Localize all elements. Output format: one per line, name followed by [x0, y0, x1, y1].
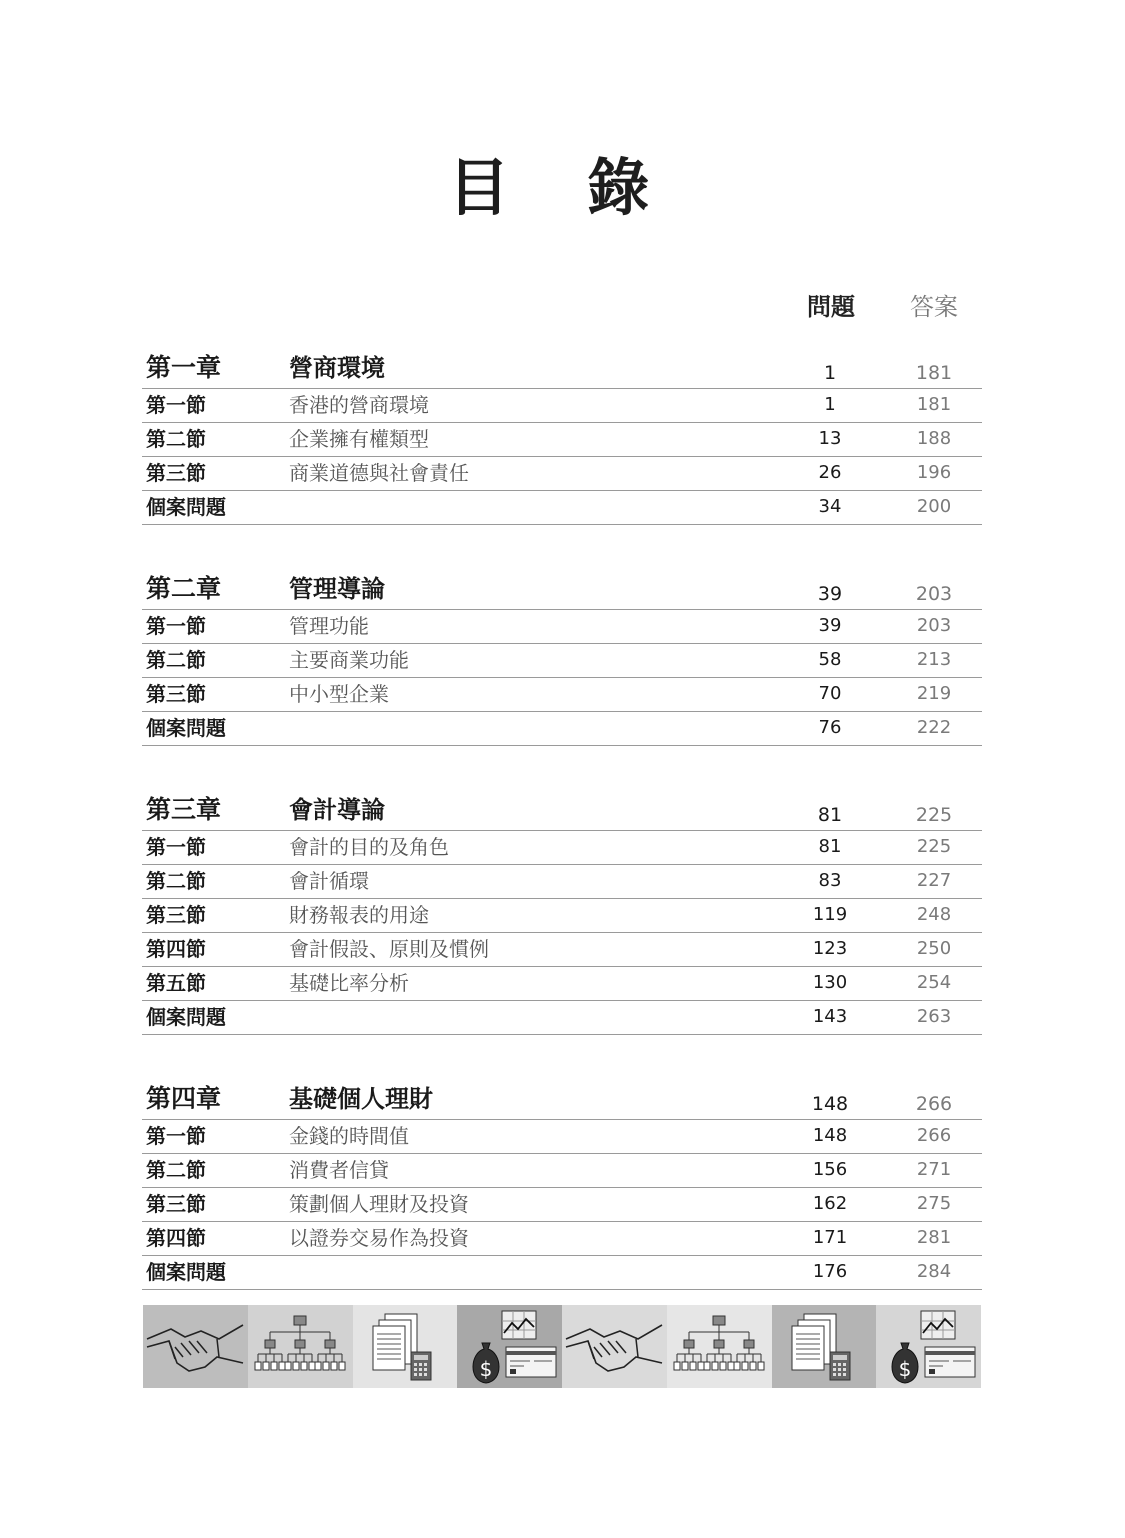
- money-bag-chart-icon: [460, 1309, 560, 1385]
- chapter-label: 第四章: [146, 1084, 222, 1113]
- answer-page: 196: [916, 462, 952, 483]
- chapter-2: [142, 567, 982, 746]
- section-label: 第二節: [146, 869, 206, 893]
- question-page: 130: [812, 972, 848, 993]
- banner-tile: [353, 1305, 458, 1388]
- section-row[interactable]: [142, 678, 982, 712]
- answer-page: 203: [916, 615, 952, 636]
- section-title: 基礎比率分析: [289, 971, 409, 995]
- answer-page: 248: [916, 904, 952, 925]
- question-page: 176: [812, 1261, 848, 1282]
- section-label: 第一節: [146, 1124, 206, 1148]
- svg-text:$: $: [898, 1356, 911, 1381]
- answer-page: 250: [916, 938, 952, 959]
- org-chart-icon: [252, 1314, 348, 1380]
- section-title: 中小型企業: [289, 682, 389, 706]
- answer-page: 203: [915, 583, 953, 605]
- answer-page: 227: [916, 870, 952, 891]
- section-label: 第四節: [146, 1226, 206, 1250]
- svg-text:$: $: [479, 1356, 492, 1381]
- question-page: 171: [812, 1227, 848, 1248]
- section-label: 第三節: [146, 461, 206, 485]
- chapter-title: 基礎個人理財: [289, 1085, 433, 1113]
- org-chart-icon: [671, 1314, 767, 1380]
- page-title: 目 錄: [447, 151, 678, 224]
- section-label: 第三節: [146, 682, 206, 706]
- banner-tile: [772, 1305, 877, 1388]
- question-page: 1: [823, 362, 837, 384]
- section-title: 主要商業功能: [289, 648, 409, 672]
- answer-page: 266: [915, 1093, 953, 1115]
- chapter-label: 第二章: [146, 574, 222, 603]
- question-page: 156: [812, 1159, 848, 1180]
- section-title: 以證券交易作為投資: [289, 1226, 469, 1250]
- question-page: 39: [817, 583, 843, 605]
- section-label: 第一節: [146, 614, 206, 638]
- chapter-label: 第一章: [146, 353, 222, 382]
- answer-page: 254: [916, 972, 952, 993]
- chapter-4: [142, 1077, 982, 1290]
- banner-tile: [562, 1305, 667, 1388]
- answer-page: 284: [916, 1261, 952, 1282]
- answer-page: 225: [916, 836, 952, 857]
- banner-tile: [143, 1305, 248, 1388]
- question-page: 119: [812, 904, 848, 925]
- banner-tile: [457, 1305, 562, 1388]
- answer-page: 222: [916, 717, 952, 738]
- section-label: 個案問題: [146, 495, 226, 519]
- section-row[interactable]: [142, 457, 982, 491]
- documents-calculator-icon: [784, 1312, 864, 1382]
- section-row[interactable]: [142, 933, 982, 967]
- answer-page: 181: [916, 394, 952, 415]
- question-page: 76: [818, 717, 842, 738]
- chapter-title: 會計導論: [289, 796, 385, 824]
- section-label: 第一節: [146, 393, 206, 417]
- answer-page: 188: [916, 428, 952, 449]
- section-row[interactable]: [142, 423, 982, 457]
- question-page: 1: [824, 394, 836, 415]
- answer-page: 181: [915, 362, 953, 384]
- question-page: 13: [818, 428, 842, 449]
- banner-tile: [876, 1305, 981, 1388]
- answer-page: 263: [916, 1006, 952, 1027]
- section-label: 個案問題: [146, 716, 226, 740]
- question-page: 148: [811, 1093, 849, 1115]
- question-page: 70: [818, 683, 842, 704]
- section-row[interactable]: [142, 899, 982, 933]
- money-bag-chart-icon: [879, 1309, 979, 1385]
- section-title: 會計循環: [289, 869, 369, 893]
- section-title: 會計假設、原則及慣例: [289, 937, 489, 961]
- section-label: 個案問題: [146, 1260, 226, 1284]
- section-label: 個案問題: [146, 1005, 226, 1029]
- answer-page: 213: [916, 649, 952, 670]
- section-row[interactable]: [142, 1154, 982, 1188]
- documents-calculator-icon: [365, 1312, 445, 1382]
- section-row[interactable]: [142, 1120, 982, 1154]
- section-label: 第四節: [146, 937, 206, 961]
- case-study-row[interactable]: [142, 1256, 982, 1290]
- answer-page: 275: [916, 1193, 952, 1214]
- section-label: 第二節: [146, 1158, 206, 1182]
- chapter-label: 第三章: [146, 795, 222, 824]
- answer-column-header: 答案: [910, 293, 958, 321]
- chapter-title: 管理導論: [289, 575, 385, 603]
- question-column-header: 問題: [807, 293, 855, 321]
- handshake-icon: [145, 1317, 245, 1377]
- case-study-row[interactable]: [142, 491, 982, 525]
- section-row[interactable]: [142, 831, 982, 865]
- decorative-banner: [143, 1305, 981, 1388]
- section-row[interactable]: [142, 389, 982, 423]
- answer-page: 225: [915, 804, 953, 826]
- section-title: 會計的目的及角色: [289, 835, 449, 859]
- chapter-row[interactable]: [142, 1077, 982, 1120]
- question-page: 81: [817, 804, 843, 826]
- chapter-3: [142, 788, 982, 1035]
- answer-page: 200: [916, 496, 952, 517]
- answer-page: 271: [916, 1159, 952, 1180]
- section-title: 管理功能: [289, 614, 369, 638]
- section-title: 消費者信貸: [289, 1158, 389, 1182]
- question-page: 26: [818, 462, 842, 483]
- chapter-row[interactable]: [142, 567, 982, 610]
- question-page: 123: [812, 938, 848, 959]
- question-page: 83: [818, 870, 842, 891]
- chapter-row[interactable]: [142, 788, 982, 831]
- section-label: 第二節: [146, 648, 206, 672]
- section-row[interactable]: [142, 644, 982, 678]
- chapter-1: [142, 346, 982, 525]
- section-title: 企業擁有權類型: [289, 427, 429, 451]
- answer-page: 281: [916, 1227, 952, 1248]
- question-page: 143: [812, 1006, 848, 1027]
- answer-page: 266: [916, 1125, 952, 1146]
- answer-page: 219: [916, 683, 952, 704]
- section-title: 策劃個人理財及投資: [289, 1192, 469, 1216]
- section-label: 第三節: [146, 1192, 206, 1216]
- section-row[interactable]: [142, 865, 982, 899]
- chapter-row[interactable]: [142, 346, 982, 389]
- banner-tile: [667, 1305, 772, 1388]
- section-label: 第一節: [146, 835, 206, 859]
- question-page: 34: [818, 496, 842, 517]
- question-page: 148: [812, 1125, 848, 1146]
- question-page: 81: [818, 836, 842, 857]
- section-title: 商業道德與社會責任: [289, 461, 469, 485]
- case-study-row[interactable]: [142, 1001, 982, 1035]
- question-page: 162: [812, 1193, 848, 1214]
- section-title: 財務報表的用途: [289, 903, 429, 927]
- section-label: 第二節: [146, 427, 206, 451]
- section-row[interactable]: [142, 610, 982, 644]
- section-row[interactable]: [142, 1188, 982, 1222]
- section-label: 第三節: [146, 903, 206, 927]
- question-page: 39: [818, 615, 842, 636]
- section-title: 香港的營商環境: [289, 393, 429, 417]
- section-row[interactable]: [142, 967, 982, 1001]
- section-row[interactable]: [142, 1222, 982, 1256]
- chapter-title: 營商環境: [289, 354, 385, 382]
- section-title: 金錢的時間值: [289, 1124, 409, 1148]
- banner-tile: [248, 1305, 353, 1388]
- table-of-contents: [142, 346, 982, 1332]
- section-label: 第五節: [146, 971, 206, 995]
- handshake-icon: [564, 1317, 664, 1377]
- question-page: 58: [818, 649, 842, 670]
- case-study-row[interactable]: [142, 712, 982, 746]
